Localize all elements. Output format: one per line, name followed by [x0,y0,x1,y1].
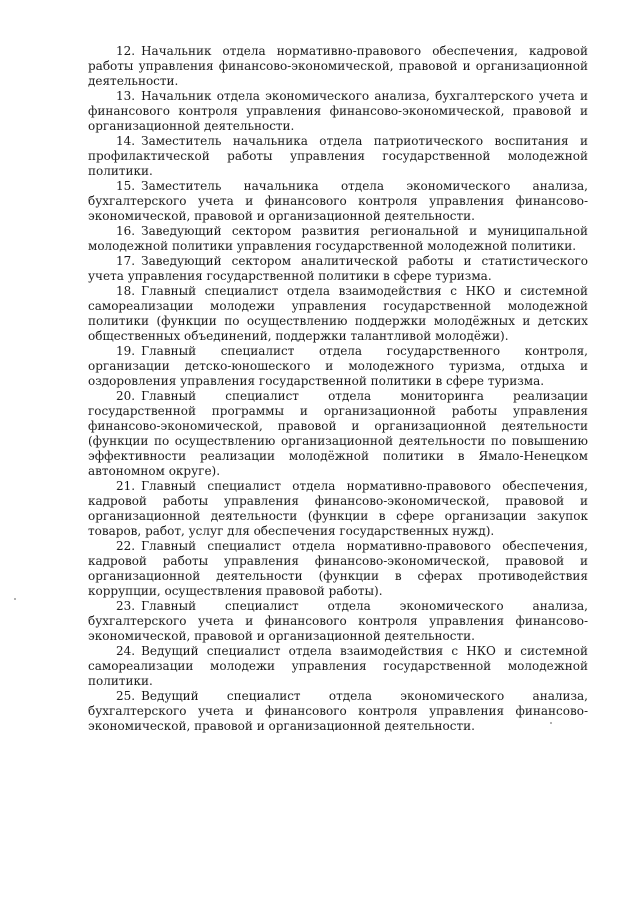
list-item-17 [88,254,588,284]
list-item-23 [88,599,588,644]
item-text: Ведущий специалист отдела экономического анализа, бухгалтерского учета и финансового контроля управления финансово-экономической, правовой и организационной деятельности. [88,689,588,733]
item-text: Главный специалист отдела государственного контроля, организации детско-юношеского и молодежного туризма, отдыха и оздоровления управления государственной политики в сфере туризма. [88,344,588,388]
item-text: Заведующий сектором развития региональной и муниципальной молодежной политики управления государственной молодежной политики. [88,224,588,253]
item-text: Главный специалист отдела нормативно-правового обеспечения, кадровой работы управления финансово-экономической, правовой и организационной деятельности (функции в сфере организации закупок товаров, работ, услуг для обеспечения государственных нужд). [88,479,588,538]
list-item-12 [88,44,588,89]
item-text: Заведующий сектором аналитической работы и статистического учета управления государственной политики в сфере туризма. [88,254,588,283]
item-number: 20. [116,389,136,403]
item-number: 16. [116,224,136,238]
item-number: 25. [116,689,136,703]
item-text: Главный специалист отдела взаимодействия с НКО и системной самореализации молодежи управления государственной молодежной политики (функции по осуществлению поддержки молодёжных и детских общественных объединений, поддержки талантливой молодёжи). [88,284,588,343]
item-text: Заместитель начальника отдела экономического анализа, бухгалтерского учета и финансового контроля управления финансово-экономической, правовой и организационной деятельности. [88,179,588,223]
list-item-20 [88,389,588,479]
list-item-21 [88,479,588,539]
item-number: 17. [116,254,136,268]
list-item-19 [88,344,588,389]
item-text: Главный специалист отдела экономического анализа, бухгалтерского учета и финансового контроля управления финансово-экономической, правовой и организационной деятельности. [88,599,588,643]
list-item-25 [88,689,588,734]
item-number: 23. [116,599,136,613]
list-item-18 [88,284,588,344]
item-number: 22. [116,539,136,553]
list-item-22 [88,539,588,599]
item-number: 21. [116,479,136,493]
list-item-24 [88,644,588,689]
list-item-16 [88,224,588,254]
item-text: Начальник отдела экономического анализа, бухгалтерского учета и финансового контроля управления финансово-экономической, правовой и организационной деятельности. [88,89,588,133]
item-text: Начальник отдела нормативно-правового обеспечения, кадровой работы управления финансово-экономической, правовой и организационной деятельности. [88,44,588,88]
item-text: Ведущий специалист отдела взаимодействия с НКО и системной самореализации молодежи управления государственной молодежной политики. [88,644,588,688]
item-number: 13. [116,89,136,103]
item-number: 12. [116,44,136,58]
list-item-15 [88,179,588,224]
list-item-13 [88,89,588,134]
item-text: Заместитель начальника отдела патриотического воспитания и профилактической работы управления государственной молодежной политики. [88,134,588,178]
document-body [88,44,588,734]
scan-speck [550,722,552,724]
item-number: 18. [116,284,136,298]
item-number: 24. [116,644,136,658]
item-text: Главный специалист отдела мониторинга реализации государственной программы и организационной работы управления финансово-экономической, правовой и организационной деятельности (функции по осуществлению организационной деятельности по повышению эффективности реализации молодёжной политики в Ямало-Ненецком автономном округе). [88,389,588,478]
item-number: 19. [116,344,136,358]
item-text: Главный специалист отдела нормативно-правового обеспечения, кадровой работы управления финансово-экономической, правовой и организационной деятельности (функции в сферах противодействия коррупции, осуществления правовой работы). [88,539,588,598]
item-number: 14. [116,134,136,148]
item-number: 15. [116,179,136,193]
list-item-14 [88,134,588,179]
scan-speck [14,598,16,600]
